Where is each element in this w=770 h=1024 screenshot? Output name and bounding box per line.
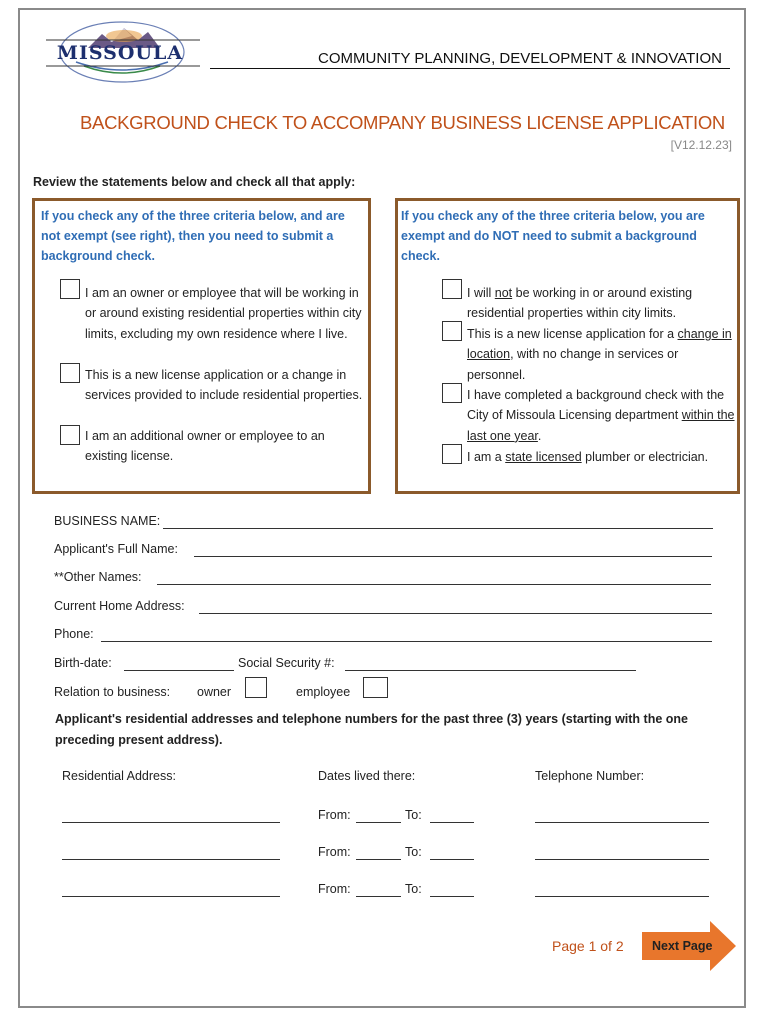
birth-date-field[interactable] (124, 670, 234, 671)
telephone-header: Telephone Number: (535, 769, 645, 783)
address-history-note: Applicant's residential addresses and telephone numbers for the past three (3) years (starting with the one preceding present address). (55, 712, 688, 747)
from-label: From: (318, 808, 351, 822)
exempt-checkbox-2[interactable] (442, 321, 462, 341)
business-name-field[interactable] (163, 528, 713, 529)
exempt-box (395, 198, 740, 494)
home-address-field[interactable] (199, 613, 712, 614)
other-names-field[interactable] (157, 584, 711, 585)
to-field[interactable] (430, 859, 474, 860)
exempt-heading: If you check any of the three criteria below, you are exempt and do NOT need to submit a background check. (401, 209, 705, 263)
to-label: To: (405, 845, 422, 859)
exempt-option-4: I am a state licensed plumber or electrician. (467, 450, 709, 464)
phone-field[interactable] (101, 641, 712, 642)
ssn-label: Social Security #: (238, 656, 335, 670)
department-title: COMMUNITY PLANNING, DEVELOPMENT & INNOVATION (318, 50, 722, 67)
dates-lived-header: Dates lived there: (318, 769, 416, 783)
criteria-option-2: This is a new license application or a change in services provided to include residential properties. (85, 368, 363, 403)
page-number: Page 1 of 2 (552, 938, 624, 954)
exempt-option-2: This is a new license application for a change in location, with no change in services or personnel. (467, 327, 732, 382)
logo-wordmark: MISSOULA (56, 42, 184, 64)
to-field[interactable] (430, 822, 474, 823)
address-field[interactable] (62, 822, 280, 823)
from-label: From: (318, 845, 351, 859)
to-field[interactable] (430, 896, 474, 897)
header-rule (210, 68, 730, 69)
owner-label: owner (197, 685, 232, 699)
exempt-option-3: I have completed a background check with the City of Missoula Licensing department within the last one year. (467, 388, 735, 443)
from-field[interactable] (356, 822, 401, 823)
next-page-label: Next Page (652, 939, 713, 953)
residential-address-header: Residential Address: (62, 769, 176, 783)
full-name-label: Applicant's Full Name: (54, 542, 178, 556)
owner-checkbox[interactable] (245, 677, 267, 698)
exempt-option-1: I will not be working in or around existing residential properties within city limits. (467, 286, 693, 321)
criteria-checkbox-3[interactable] (60, 425, 80, 445)
missoula-logo (40, 18, 210, 88)
exempt-checkbox-3[interactable] (442, 383, 462, 403)
document-title: BACKGROUND CHECK TO ACCOMPANY BUSINESS LICENSE APPLICATION (80, 112, 725, 133)
exempt-checkbox-4[interactable] (442, 444, 462, 464)
requires-check-heading: If you check any of the three criteria below, and are not exempt (see right), then you need to submit a background check. (41, 209, 345, 263)
full-name-field[interactable] (194, 556, 712, 557)
from-label: From: (318, 882, 351, 896)
phone-label: Phone: (54, 627, 94, 641)
relation-label: Relation to business: (54, 685, 171, 699)
telephone-field[interactable] (535, 859, 709, 860)
criteria-checkbox-1[interactable] (60, 279, 80, 299)
version-label: [V12.12.23] (670, 138, 732, 152)
exempt-checkbox-1[interactable] (442, 279, 462, 299)
to-label: To: (405, 882, 422, 896)
employee-checkbox[interactable] (363, 677, 388, 698)
birth-date-label: Birth-date: (54, 656, 112, 670)
telephone-field[interactable] (535, 822, 709, 823)
home-address-label: Current Home Address: (54, 599, 185, 613)
instruction-text: Review the statements below and check all that apply: (33, 175, 356, 189)
ssn-field[interactable] (345, 670, 636, 671)
from-field[interactable] (356, 859, 401, 860)
criteria-option-3: I am an additional owner or employee to an existing license. (85, 429, 325, 464)
business-name-label: BUSINESS NAME: (54, 514, 161, 528)
to-label: To: (405, 808, 422, 822)
criteria-checkbox-2[interactable] (60, 363, 80, 383)
address-field[interactable] (62, 896, 280, 897)
next-page-button[interactable] (640, 920, 738, 972)
criteria-option-1: I am an owner or employee that will be working in or around existing residential properties within city limits, excluding my own residence where I live. (85, 286, 362, 341)
other-names-label: **Other Names: (54, 570, 142, 584)
address-field[interactable] (62, 859, 280, 860)
telephone-field[interactable] (535, 896, 709, 897)
from-field[interactable] (356, 896, 401, 897)
employee-label: employee (296, 685, 351, 699)
page-border (18, 8, 746, 1008)
requires-check-box (32, 198, 371, 494)
